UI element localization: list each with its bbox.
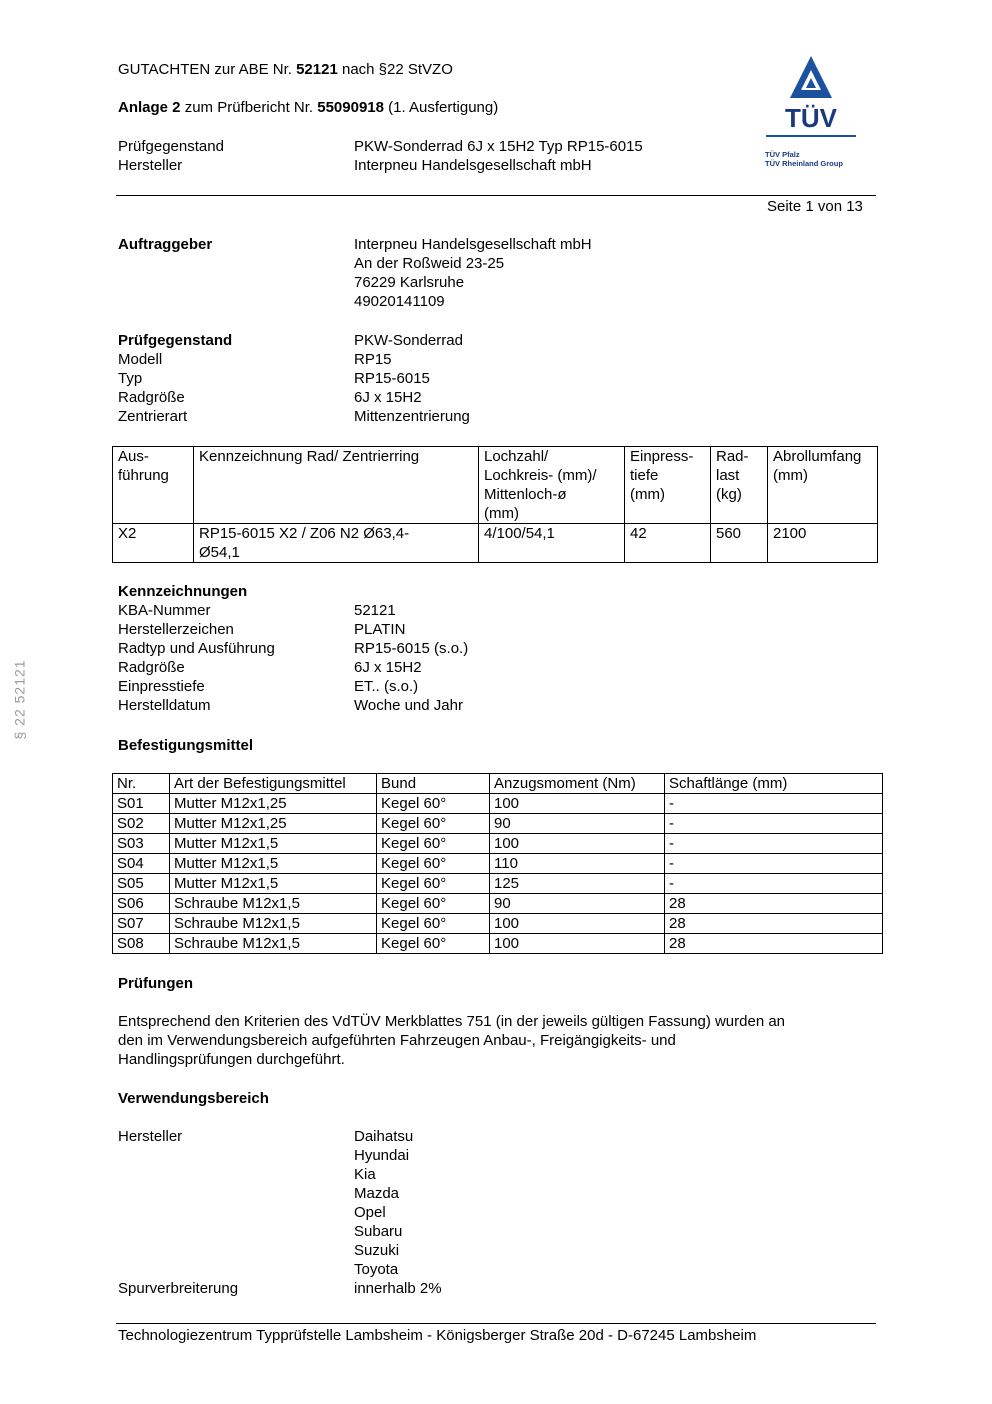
auftraggeber-block: [118, 235, 878, 311]
header-line-1: GUTACHTEN zur ABE Nr. 52121 nach §22 StVZO: [118, 61, 453, 78]
verwendung-block: [118, 1127, 878, 1298]
table-row: S06 Schraube M12x1,5 Kegel 60° 90 28: [113, 894, 883, 914]
header-pruef-value: PKW-Sonderrad 6J x 15H2 Typ RP15-6015: [354, 138, 643, 155]
logo-rule: [766, 135, 856, 137]
kennzeichnungen-block: Kennzeichnungen KBA-Nummer 52121 Herstellerzeichen PLATIN Radtyp und Ausführung RP15-6015 (s.o.) Radgröße 6J x 15H2 Einpresstiefe ET.. (s.o.) Herstelldatum Woche und Jahr: [118, 582, 878, 715]
header-herst-value: Interpneu Handelsgesellschaft mbH: [354, 157, 592, 174]
table-row: S01 Mutter M12x1,25 Kegel 60° 100 -: [113, 794, 883, 814]
list-item: Daihatsu: [354, 1128, 414, 1145]
spur-value: innerhalb 2%: [354, 1280, 442, 1297]
auftraggeber-line: Interpneu Handelsgesellschaft mbH: [354, 236, 592, 253]
list-item: Hyundai: [354, 1147, 410, 1164]
side-stamp: § 22 52121: [11, 659, 28, 740]
befestigung-title: Befestigungsmittel: [118, 737, 254, 754]
footer-text: Technologiezentrum Typprüfstelle Lambsheim - Königsberger Straße 20d - D-67245 Lambsheim: [118, 1327, 757, 1344]
page-number: Seite 1 von 13: [767, 198, 863, 215]
list-item: Subaru: [354, 1223, 403, 1240]
table-row: S04 Mutter M12x1,5 Kegel 60° 110 -: [113, 854, 883, 874]
spur-label: Spurverbreiterung: [118, 1280, 239, 1297]
logo-subtitle: TÜV Pfalz TÜV Rheinland Group: [765, 150, 843, 168]
table-row: S03 Mutter M12x1,5 Kegel 60° 100 -: [113, 834, 883, 854]
header-line-2: Anlage 2 zum Prüfbericht Nr. 55090918 (1. Ausfertigung): [118, 99, 499, 116]
auftraggeber-line: 76229 Karlsruhe: [354, 274, 465, 291]
pruefgegenstand-block: Prüfgegenstand PKW-Sonderrad Modell RP15 Typ RP15-6015 Radgröße 6J x 15H2 Zentrierart Mittenzentrierung: [118, 332, 470, 425]
table-row: S05 Mutter M12x1,5 Kegel 60° 125 -: [113, 874, 883, 894]
list-item: Opel: [354, 1204, 386, 1221]
pruefungen-title: Prüfungen: [118, 975, 193, 992]
table-header-row: Nr. Art der Befestigungsmittel Bund Anzugsmoment (Nm) Schaftlänge (mm): [113, 774, 883, 794]
header-rule: [116, 195, 876, 196]
table-header-row: Aus- führung Kennzeichnung Rad/ Zentrierring Lochzahl/ Lochkreis- (mm)/ Mittenloch-ø (mm) Einpress- tiefe (mm) Rad- last (kg) Abrollumfang (mm): [113, 447, 878, 524]
verwendung-herst-label: Hersteller: [118, 1128, 183, 1145]
kennzeichnungen-title: Kennzeichnungen: [118, 583, 248, 600]
list-item: Mazda: [354, 1185, 400, 1202]
list-item: Kia: [354, 1166, 376, 1183]
table-row: X2 RP15-6015 X2 / Z06 N2 Ø63,4- Ø54,1 4/100/54,1 42 560 2100: [113, 524, 878, 563]
verwendung-title: Verwendungsbereich: [118, 1090, 269, 1107]
header-herst-label: Hersteller: [118, 157, 183, 174]
auftraggeber-line: 49020141109: [354, 293, 445, 310]
tuev-triangle-icon: [762, 54, 860, 134]
table-row: S08 Schraube M12x1,5 Kegel 60° 100 28: [113, 934, 883, 954]
list-item: Suzuki: [354, 1242, 400, 1259]
tuev-logo-text: TÜV: [785, 103, 837, 133]
auftraggeber-label: Auftraggeber: [118, 236, 213, 253]
table-row: S02 Mutter M12x1,25 Kegel 60° 90 -: [113, 814, 883, 834]
pruefungen-text: Entsprechend den Kriterien des VdTÜV Merkblattes 751 (in der jeweils gültigen Fassung) wurden an den im Verwendungsbereich aufgeführten Fahrzeugen Anbau-, Freigängigkeits- und Handlingsprüfungen durchgeführt.: [118, 1013, 786, 1068]
header-pruef-label: Prüfgegenstand: [118, 138, 224, 155]
hersteller-list: [354, 1127, 878, 1279]
list-item: Toyota: [354, 1261, 399, 1278]
ausfuehrung-table: [112, 446, 878, 563]
auftraggeber-line: An der Roßweid 23-25: [354, 255, 505, 272]
table-row: S07 Schraube M12x1,5 Kegel 60° 100 28: [113, 914, 883, 934]
befestigung-table: [112, 773, 883, 954]
footer-rule: [116, 1323, 876, 1324]
